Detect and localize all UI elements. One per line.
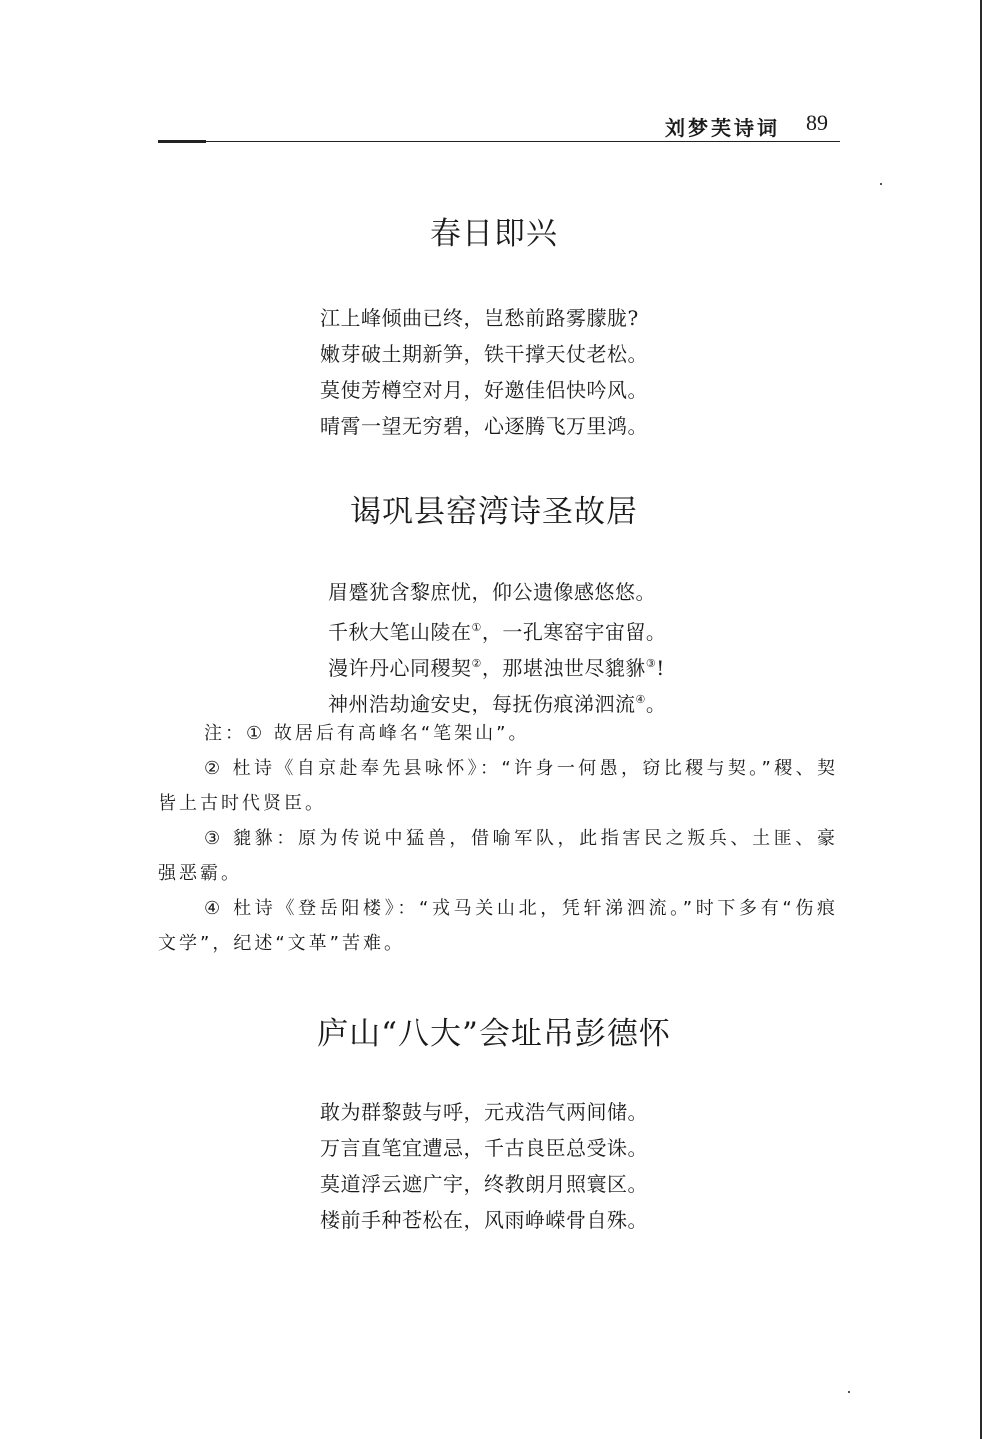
verse-line: 莫道浮云遮广宇，终教朗月照寰区。 <box>320 1172 648 1196</box>
footnote: ④ 杜诗《登岳阳楼》：“戎马关山北，凭轩涕泗流。”时下多有“伤痕文学”，纪述“文革”苦难。 <box>158 898 838 954</box>
header-rule-accent <box>158 140 206 143</box>
poem-verse <box>320 1094 648 1238</box>
page-number: 89 <box>806 110 828 135</box>
poem-verse <box>328 574 666 718</box>
poem-title: 春日即兴 <box>430 216 558 252</box>
footnote-marker: ④ <box>635 693 646 706</box>
verse-line: 晴霄一望无穷碧，心逐腾飞万里鸿。 <box>320 414 648 438</box>
running-header <box>158 108 840 142</box>
verse-line: 漫许丹心同稷契②，那堪浊世尽貔貅③! <box>328 656 665 680</box>
verse-line: 楼前手种苍松在，风雨峥嵘骨自殊。 <box>320 1208 648 1232</box>
scan-speck <box>848 1391 850 1393</box>
footnote: ③ 貔貅：原为传说中猛兽，借喻军队，此指害民之叛兵、土匪、豪强恶霸。 <box>158 828 838 884</box>
footnotes <box>158 716 838 961</box>
footnote-marker: ① <box>471 621 482 634</box>
poem-title: 谒巩县窑湾诗圣故居 <box>350 494 638 530</box>
footnote-marker: ② <box>471 657 482 670</box>
footnote: ② 杜诗《自京赴奉先县咏怀》：“许身一何愚，窃比稷与契。”稷、契皆上古时代贤臣。 <box>158 758 838 814</box>
footnote-marker: ③ <box>645 657 657 670</box>
header-rule <box>158 141 840 142</box>
verse-line: 眉蹙犹含黎庶忧，仰公遗像感悠悠。 <box>328 580 656 604</box>
verse-line: 敢为群黎鼓与呼，元戎浩气两间储。 <box>320 1100 648 1124</box>
poem-verse <box>320 300 648 444</box>
verse-line: 嫩芽破土期新笋，铁干撑天仗老松。 <box>320 342 648 366</box>
poem-title: 庐山“八大”会址吊彭德怀 <box>317 1016 671 1052</box>
verse-line: 万言直笔宜遭忌，千古良臣总受诛。 <box>320 1136 648 1160</box>
book-title: 刘梦芙诗词 <box>665 116 780 140</box>
verse-line: 江上峰倾曲已终，岂愁前路雾朦胧? <box>320 306 639 330</box>
footnote: 注：① 故居后有高峰名“笔架山”。 <box>204 723 530 744</box>
verse-line: 莫使芳樽空对月，好邀佳侣快吟风。 <box>320 378 648 402</box>
scan-speck <box>880 183 882 185</box>
verse-line: 神州浩劫逾安史，每抚伤痕涕泗流④。 <box>328 692 667 716</box>
verse-line: 千秋大笔山陵在①，一孔寒窑宇宙留。 <box>328 620 667 644</box>
